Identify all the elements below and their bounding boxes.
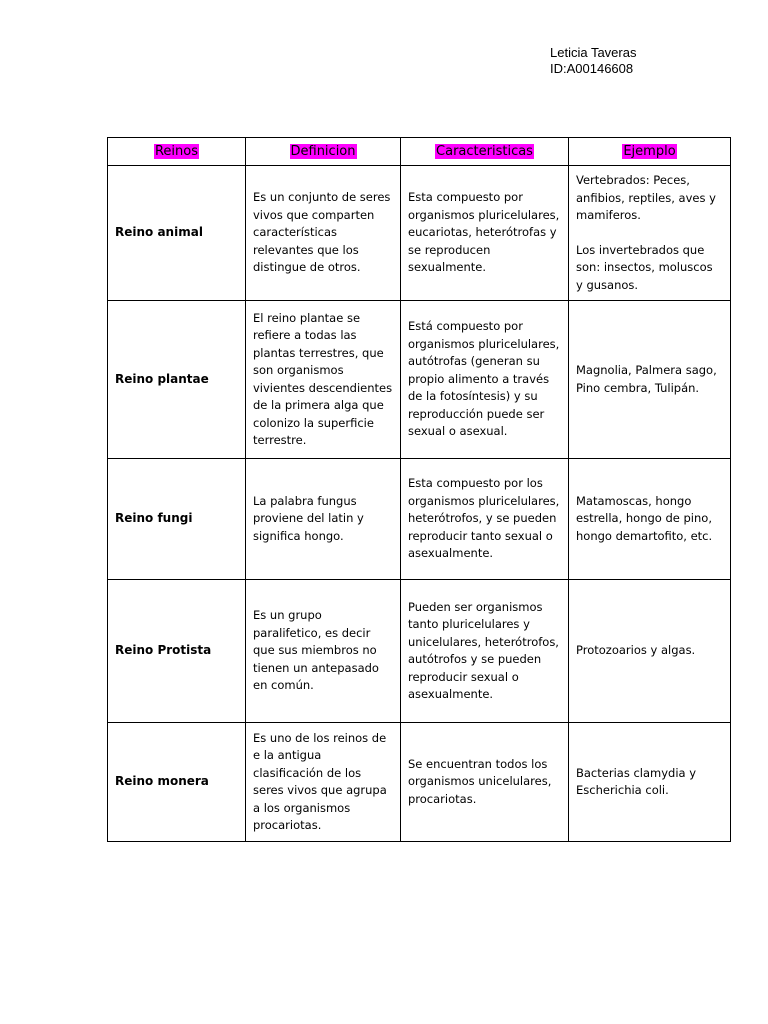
reino-name: Reino fungi [108,459,246,580]
definicion-cell: La palabra fungus proviene del latin y significa hongo. [246,459,401,580]
header-reinos: Reinos [108,138,246,166]
definicion-cell: El reino plantae se refiere a todas las plantas terrestres, que son organismos vivientes descendientes de la primera alga que colonizo la superficie terrestre. [246,301,401,459]
kingdoms-table [107,137,731,842]
reino-name: Reino animal [108,166,246,301]
ejemplo-text-2: Los invertebrados que son: insectos, moluscos y gusanos. [576,242,713,292]
reino-name: Reino plantae [108,301,246,459]
table-header-row [108,138,731,166]
author-name: Leticia Taveras [550,45,637,60]
caracteristicas-cell: Esta compuesto por organismos pluricelulares, eucariotas, heterótrofas y se reproducen sexualmente. [401,166,569,301]
table-row [108,301,731,459]
header-caracteristicas: Caracteristicas [401,138,569,166]
caracteristicas-cell: Se encuentran todos los organismos unicelulares, procariotas. [401,723,569,842]
definicion-cell: Es un conjunto de seres vivos que comparten características relevantes que los distingue de otros. [246,166,401,301]
reino-name: Reino monera [108,723,246,842]
caracteristicas-cell: Está compuesto por organismos pluricelulares, autótrofas (generan su propio alimento a través de la fotosíntesis) y su reproducción puede ser sexual o asexual. [401,301,569,459]
ejemplo-cell: Matamoscas, hongo estrella, hongo de pino, hongo demartofito, etc. [569,459,731,580]
table-row [108,459,731,580]
ejemplo-cell: Bacterias clamydia y Escherichia coli. [569,723,731,842]
table-row [108,723,731,842]
ejemplo-cell [569,166,731,301]
ejemplo-text: Vertebrados: Peces, anfibios, reptiles, aves y mamiferos. [576,173,716,222]
reino-name: Reino Protista [108,580,246,723]
table-row [108,580,731,723]
definicion-cell: Es uno de los reinos de e la antigua clasificación de los seres vivos que agrupa a los organismos procariotas. [246,723,401,842]
header-ejemplo: Ejemplo [569,138,731,166]
header-definicion: Definicion [246,138,401,166]
table-row [108,166,731,301]
ejemplo-cell: Protozoarios y algas. [569,580,731,723]
caracteristicas-cell: Esta compuesto por los organismos pluricelulares, heterótrofos, y se pueden reproducir tanto sexual o asexualmente. [401,459,569,580]
author-block [550,45,636,77]
caracteristicas-cell: Pueden ser organismos tanto pluricelulares y unicelulares, heterótrofos, autótrofos y se pueden reproducir sexual o asexualmente. [401,580,569,723]
ejemplo-cell: Magnolia, Palmera sago, Pino cembra, Tulipán. [569,301,731,459]
author-id: ID:A00146608 [550,61,634,76]
definicion-cell: Es un grupo paralifetico, es decir que sus miembros no tienen un antepasado en común. [246,580,401,723]
